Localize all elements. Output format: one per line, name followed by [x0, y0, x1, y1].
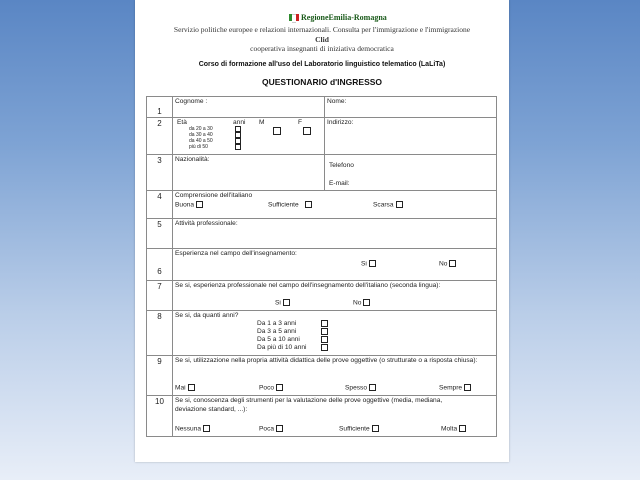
table-row — [147, 219, 497, 249]
evaluation-tools-cell — [173, 396, 497, 437]
option-checkbox[interactable] — [372, 425, 379, 432]
option-checkbox[interactable] — [283, 299, 290, 306]
flag-icon — [289, 14, 299, 21]
option-checkbox[interactable] — [464, 384, 471, 391]
option-checkbox[interactable] — [449, 260, 456, 267]
question-label: Se si, conoscenza degli strumenti per la valutazione delle prove oggettive (media, mediana, deviazione standard, ...): — [175, 397, 443, 413]
option-checkbox[interactable] — [321, 320, 328, 327]
option-label: Sempre — [439, 384, 463, 392]
table-row — [147, 155, 497, 191]
option-checkbox[interactable] — [363, 299, 370, 306]
table-row — [147, 97, 497, 118]
age-option-1: da 20 a 30 — [189, 126, 213, 132]
name-field[interactable] — [325, 97, 497, 118]
question-label: Se si, esperienza professionale nel campo dell'insegnamento dell'italiano (seconda lingua): — [175, 282, 441, 289]
option-label: Mai — [175, 384, 186, 392]
option-label: Da 5 a 10 anni — [257, 336, 300, 343]
header-line-3: cooperativa insegnanti di iniziativa democratica — [250, 44, 394, 53]
option-label: Si — [275, 299, 281, 307]
nationality-field[interactable] — [173, 155, 325, 191]
region-logo — [289, 13, 387, 22]
row-number: 2 — [147, 118, 173, 155]
option-checkbox[interactable] — [276, 425, 283, 432]
row-number: 6 — [147, 249, 173, 281]
option-label: Spesso — [345, 384, 367, 392]
option-checkbox[interactable] — [276, 384, 283, 391]
nationality-label: Nazionalità: — [175, 156, 210, 163]
question-label: Se si, utilizzazione nella propria attività didattica delle prove oggettive (o strutturate o a risposta chiusa): — [175, 357, 478, 364]
option-label: Poco — [259, 384, 275, 392]
table-row — [147, 356, 497, 396]
option-label: Da 1 a 3 anni — [257, 320, 297, 327]
option-label: No — [439, 260, 448, 268]
option-checkbox[interactable] — [369, 260, 376, 267]
age-option-3: da 40 a 50 — [189, 138, 213, 144]
italian-teaching-cell — [173, 281, 497, 311]
age-checkbox-4[interactable] — [235, 144, 241, 150]
questionnaire-title: QUESTIONARIO d'INGRESSO — [261, 77, 383, 87]
email-label: E-mail: — [329, 180, 350, 187]
option-label: Sufficiente — [339, 425, 370, 433]
row-number: 7 — [147, 281, 173, 311]
female-checkbox[interactable] — [303, 127, 311, 135]
option-label: Poca — [259, 425, 275, 433]
years-label: anni — [233, 119, 246, 126]
years-experience-cell — [173, 311, 497, 356]
option-label: No — [353, 299, 362, 307]
age-option-2: da 30 a 40 — [189, 132, 213, 138]
age-label: Età — [177, 119, 187, 126]
table-row — [147, 118, 497, 155]
question-label: Comprensione dell'italiano — [175, 192, 253, 199]
table-row — [147, 311, 497, 356]
surname-field[interactable] — [173, 97, 325, 118]
option-label: Buona — [175, 201, 195, 209]
option-checkbox[interactable] — [196, 201, 203, 208]
age-gender-cell — [173, 118, 325, 155]
question-label: Attività professionale: — [175, 220, 238, 227]
objective-tests-usage-cell — [173, 356, 497, 396]
option-label: Sufficiente — [268, 201, 299, 209]
italian-comprehension-cell — [173, 191, 497, 219]
option-label: Da più di 10 anni — [257, 344, 307, 351]
course-title: Corso di formazione all'uso del Laboratorio linguistico telematico (LaLiTa) — [198, 61, 446, 68]
table-row — [147, 191, 497, 219]
option-checkbox[interactable] — [321, 328, 328, 335]
phone-label: Telefono — [329, 162, 354, 169]
male-label: M — [259, 119, 265, 126]
logo-text: RegioneEmilia-Romagna — [301, 13, 387, 22]
option-label: Da 3 a 5 anni — [257, 328, 297, 335]
contact-cell[interactable] — [325, 155, 497, 191]
option-checkbox[interactable] — [188, 384, 195, 391]
option-checkbox[interactable] — [305, 201, 312, 208]
male-checkbox[interactable] — [273, 127, 281, 135]
option-label: Nessuna — [175, 425, 202, 433]
option-label: Si — [361, 260, 367, 268]
question-label: Se si, da quanti anni? — [175, 312, 239, 319]
address-field[interactable] — [325, 118, 497, 155]
option-checkbox[interactable] — [459, 425, 466, 432]
questionnaire-table — [146, 96, 497, 437]
profession-field[interactable] — [173, 219, 497, 249]
option-checkbox[interactable] — [203, 425, 210, 432]
row-number: 3 — [147, 155, 173, 191]
table-row — [147, 249, 497, 281]
option-label: Scarsa — [373, 201, 394, 209]
row-number: 1 — [147, 97, 173, 118]
option-checkbox[interactable] — [396, 201, 403, 208]
option-checkbox[interactable] — [321, 336, 328, 343]
row-number: 5 — [147, 219, 173, 249]
row-number: 4 — [147, 191, 173, 219]
age-option-4: più di 50 — [189, 144, 208, 150]
teaching-experience-cell — [173, 249, 497, 281]
surname-label: Cognome : — [175, 98, 208, 105]
name-label: Nome: — [327, 98, 347, 105]
option-label: Molta — [441, 425, 458, 433]
table-row — [147, 396, 497, 437]
row-number: 9 — [147, 356, 173, 396]
row-number: 8 — [147, 311, 173, 356]
table-row — [147, 281, 497, 311]
row-number: 10 — [147, 396, 173, 437]
header-line-2: Clid — [315, 35, 329, 44]
question-label: Esperienza nel campo dell'insegnamento: — [175, 250, 297, 257]
female-label: F — [298, 119, 303, 126]
document-page — [135, 0, 509, 462]
address-label: Indirizzo: — [327, 119, 354, 126]
header-line-1: Servizio politiche europee e relazioni internazionali. Consulta per l'immigrazione e l'immigrazione — [173, 25, 471, 34]
option-checkbox[interactable] — [369, 384, 376, 391]
option-checkbox[interactable] — [321, 344, 328, 351]
